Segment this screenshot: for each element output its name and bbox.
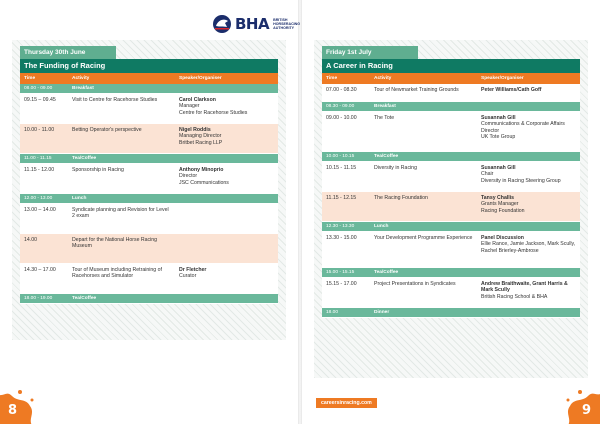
speaker-name: Susannah Gill	[481, 115, 516, 121]
session-activity: Depart for the National Horse Racing Museum	[72, 237, 158, 250]
session-speaker	[477, 192, 580, 221]
session-row	[20, 234, 278, 264]
session-row	[20, 94, 278, 124]
session-activity: The Racing Foundation	[374, 195, 428, 201]
speaker-detail: Director	[481, 127, 500, 134]
session-speaker	[477, 268, 580, 278]
session-activity: Tour of Museum including Retraining of Racehorses and Simulator	[72, 267, 162, 280]
left-schedule	[20, 41, 278, 304]
session-activity: Visit to Centre for Racehorse Studies	[72, 97, 158, 103]
session-speaker	[175, 204, 278, 233]
session-row	[20, 124, 278, 154]
session-time: 08.30 - 09.00	[326, 104, 355, 109]
session-time: 13.00 – 14.00	[24, 207, 56, 213]
session-time: 12.00 - 13.00	[24, 196, 53, 201]
session-activity: Dinner	[374, 310, 390, 315]
session-activity: Tour of Newmarket Training Grounds	[374, 87, 459, 93]
speaker-detail: Diversity in Racing Steering Group	[481, 177, 561, 184]
session-time: 18.00 - 19.00	[24, 296, 53, 301]
session-speaker	[477, 278, 580, 307]
session-time: 09.15 – 09.45	[24, 97, 56, 103]
session-speaker	[175, 94, 278, 123]
speaker-detail: Racing Foundation	[481, 207, 525, 214]
session-row	[20, 164, 278, 194]
speaker-detail: JSC Communications	[179, 179, 229, 186]
session-row	[322, 278, 580, 308]
session-speaker	[477, 162, 580, 191]
header-speaker: Speaker/Organiser	[179, 76, 222, 81]
session-speaker	[175, 234, 278, 263]
page-number: 8	[8, 403, 18, 418]
break-row	[20, 294, 278, 304]
website-link[interactable]: careersinracing.com	[316, 398, 377, 408]
speaker-name: Peter Williams/Cath Goff	[481, 87, 542, 93]
day-theme: A Career in Racing	[322, 59, 580, 73]
session-time: 15.15 - 17.00	[326, 281, 357, 287]
speaker-detail: Ellie Rance, Jamie Jackson, Mark Scully, Rachel Brierley-Ambrose	[481, 241, 576, 254]
schedule-rows	[20, 84, 278, 304]
speaker-detail: Britbet Racing LLP	[179, 139, 223, 146]
speaker-detail: Manager	[179, 103, 200, 110]
session-speaker	[175, 294, 278, 304]
session-time: 08.00 - 09.00	[24, 86, 53, 91]
header-activity: Activity	[72, 76, 90, 81]
session-activity: The Tote	[374, 115, 395, 121]
speaker-name: Panel Discussion	[481, 235, 524, 241]
session-speaker	[477, 112, 580, 151]
session-row	[322, 162, 580, 192]
session-speaker	[175, 164, 278, 193]
speaker-name: Susannah Gill	[481, 165, 516, 171]
session-activity: Syndicate planning and Revision for Level 2 exam	[72, 207, 169, 220]
speaker-detail: Chair	[481, 171, 494, 178]
right-schedule	[322, 41, 580, 318]
speaker-detail: British Racing School & BHA	[481, 293, 548, 300]
logo-wordmark: BHA	[235, 15, 270, 33]
session-row	[322, 232, 580, 268]
session-time: 14.30 – 17.00	[24, 267, 56, 273]
paint-splash-decoration	[560, 384, 600, 424]
session-activity: Diversity in Racing	[374, 165, 417, 171]
speaker-detail: Managing Director	[179, 133, 222, 140]
speaker-detail: Director	[179, 173, 198, 180]
left-page	[0, 0, 298, 424]
session-activity: Your Development Programme Experience	[374, 235, 473, 241]
session-activity: Tea/Coffee	[72, 156, 97, 161]
session-speaker	[477, 308, 580, 318]
break-row	[322, 308, 580, 318]
session-speaker	[175, 264, 278, 293]
break-row	[20, 84, 278, 94]
right-page	[302, 0, 600, 424]
speaker-detail: UK Tote Group	[481, 134, 516, 141]
break-row	[322, 222, 580, 232]
page-number: 9	[581, 403, 591, 418]
header-speaker: Speaker/Organiser	[481, 76, 524, 81]
session-row	[322, 192, 580, 222]
session-activity: Lunch	[374, 224, 389, 229]
speaker-name: Carol Clarkson	[179, 97, 216, 103]
speaker-name: Andrew Braithwaite, Grant Harris & Mark Scully	[481, 281, 568, 294]
header-time: Time	[24, 76, 36, 81]
day-heading: Friday 1st July	[322, 46, 418, 59]
break-row	[322, 152, 580, 162]
table-header	[20, 73, 278, 84]
session-time: 09.00 - 10.00	[326, 115, 357, 121]
speaker-name: Nigel Roddis	[179, 127, 211, 133]
speaker-detail: Centre for Racehorse Studies	[179, 109, 248, 116]
table-header	[322, 73, 580, 84]
session-activity: Breakfast	[374, 104, 396, 109]
session-speaker	[477, 232, 580, 267]
session-speaker	[477, 222, 580, 232]
session-time: 11.00 - 11.15	[24, 156, 52, 161]
header-activity: Activity	[374, 76, 392, 81]
session-speaker	[175, 154, 278, 164]
session-row	[20, 204, 278, 234]
session-speaker	[477, 102, 580, 112]
session-row	[20, 264, 278, 294]
session-row	[322, 84, 580, 102]
speaker-detail: Grants Manager	[481, 201, 519, 208]
session-speaker	[175, 124, 278, 153]
session-speaker	[477, 84, 580, 101]
session-speaker	[477, 152, 580, 162]
session-time: 12.30 - 13.30	[326, 224, 355, 229]
break-row	[20, 154, 278, 164]
session-time: 07.00 - 08.30	[326, 87, 357, 93]
speaker-name: Anthony Minoprio	[179, 167, 224, 173]
session-time: 11.15 - 12.15	[326, 195, 357, 201]
speaker-name: Dr Fletcher	[179, 267, 207, 273]
session-activity: Tea/Coffee	[374, 270, 399, 275]
header-time: Time	[326, 76, 338, 81]
speaker-detail: Curator	[179, 273, 197, 280]
session-time: 15.00 - 15.15	[326, 270, 355, 275]
paint-splash-decoration	[0, 384, 40, 424]
session-time: 10.00 - 11.00	[24, 127, 55, 133]
session-time: 13.30 - 15.00	[326, 235, 357, 241]
schedule-rows	[322, 84, 580, 318]
session-time: 10.00 - 10.15	[326, 154, 355, 159]
break-row	[322, 102, 580, 112]
speaker-detail: Communications & Corporate Affairs	[481, 121, 565, 128]
break-row	[322, 268, 580, 278]
session-activity: Tea/Coffee	[374, 154, 399, 159]
session-activity: Sponsorship in Racing	[72, 167, 124, 173]
session-activity: Project Presentations in Syndicates	[374, 281, 456, 287]
session-time: 10.15 - 11.15	[326, 165, 357, 171]
session-time: 18.00	[326, 310, 339, 315]
session-row	[322, 112, 580, 152]
session-time: 11.15 - 12.00	[24, 167, 55, 173]
logo-subtitle: BRITISH HORSERACING AUTHORITY	[273, 18, 301, 30]
session-activity: Lunch	[72, 196, 87, 201]
session-speaker	[175, 194, 278, 204]
day-heading: Thursday 30th June	[20, 46, 116, 59]
speaker-name: Tansy Challis	[481, 195, 515, 201]
session-time: 14.00	[24, 237, 37, 243]
session-speaker	[175, 84, 278, 94]
session-activity: Tea/Coffee	[72, 296, 97, 301]
session-activity: Betting Operator's perspective	[72, 127, 142, 133]
day-theme: The Funding of Racing	[20, 59, 278, 73]
session-activity: Breakfast	[72, 86, 94, 91]
break-row	[20, 194, 278, 204]
